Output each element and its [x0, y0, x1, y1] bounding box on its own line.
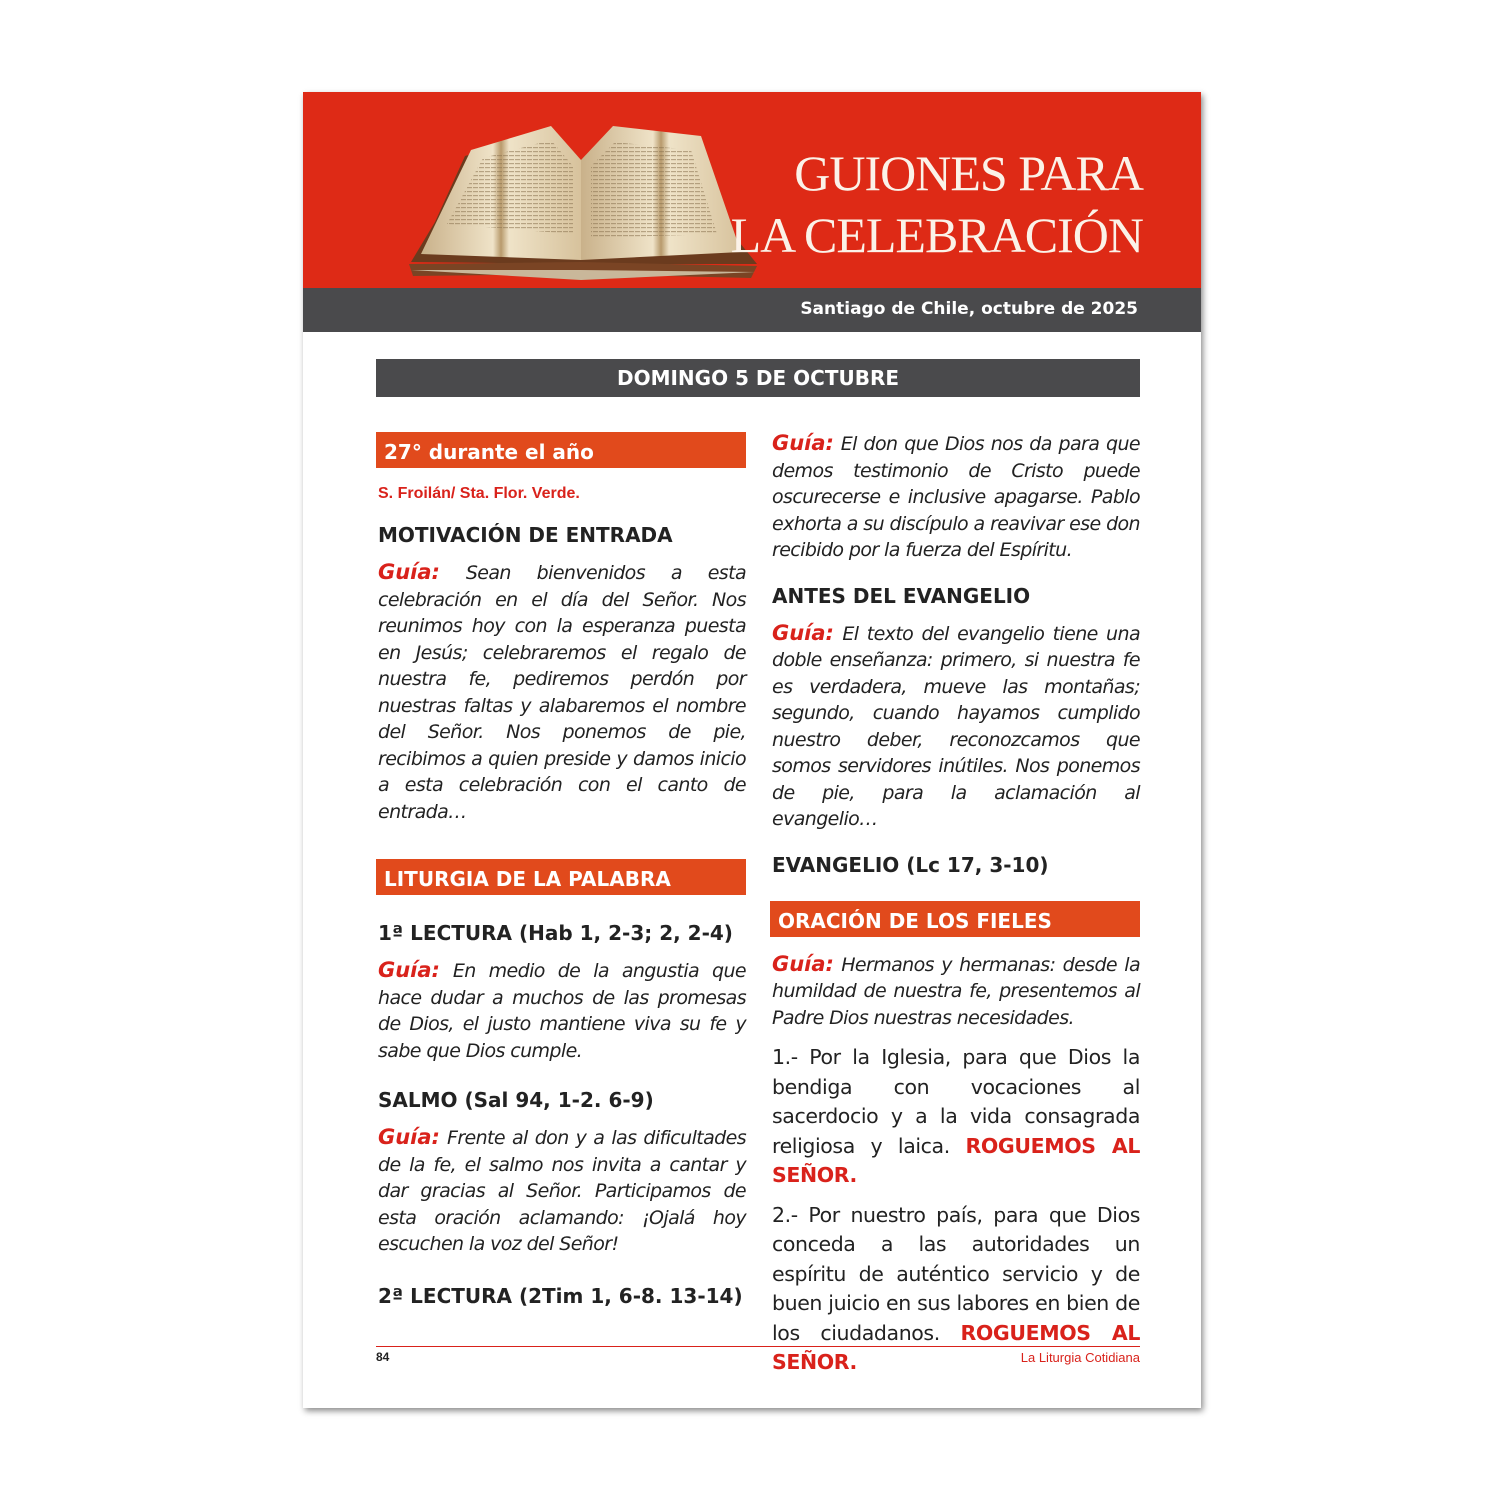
evangelio-heading: EVANGELIO (Lc 17, 3-10) — [772, 852, 1049, 877]
salmo-heading: SALMO (Sal 94, 1-2. 6-9) — [378, 1088, 654, 1112]
sunday-label: 27° durante el año — [376, 432, 746, 468]
saints-line: S. Froilán/ Sta. Flor. Verde. — [378, 485, 580, 502]
lectura1-text: En medio de la angustia que hace dudar a muchos de las promesas de Dios, el justo mantiene viva su fe y sabe que Dios cumple. — [378, 960, 746, 1062]
guia-label: Guía: — [378, 1125, 440, 1149]
lectura2-text: El don que Dios nos da para que demos testimonio de Cristo puede oscurecerse e inclusive apagarse. Pablo exhorta a su discípulo a reavivar ese don recibido por la fuerza del Espíritu. — [772, 433, 1140, 561]
day-heading: DOMINGO 5 DE OCTUBRE — [376, 359, 1140, 397]
lectura2-paragraph — [772, 430, 1140, 564]
title-line-2: LA CELEBRACIÓN — [730, 207, 1143, 263]
guia-label: Guía: — [378, 560, 440, 584]
response-text: ROGUEMOS AL SEÑOR. — [772, 1320, 1140, 1374]
antes-evangelio-text: El texto del evangelio tiene una doble enseñanza: primero, si nuestra fe es verdadera, mueve las montañas; segundo, cuando hayamos cumplido nuestro deber, reconozcamos que somos servidores inútiles. Nos ponemos de pie, para la aclamación al evangelio… — [772, 622, 1140, 830]
title-line-1: GUIONES PARA — [794, 145, 1143, 201]
oracion-bar: ORACIÓN DE LOS FIELES — [770, 901, 1140, 937]
header-banner — [303, 92, 1201, 288]
right-column — [770, 430, 1140, 1378]
open-bible-image — [401, 114, 761, 282]
footer-divider — [376, 1346, 1140, 1347]
antes-evangelio-heading: ANTES DEL EVANGELIO — [772, 583, 1031, 608]
salmo-text: Frente al don y a las dificultades de la fe, el salmo nos invita a cantar y dar gracias al Señor. Participamos de esta oración aclamando: ¡Ojalá hoy escuchen la voz del Señor! — [378, 1127, 746, 1255]
footer-publication: La Liturgia Cotidiana — [1020, 1350, 1140, 1365]
lectura1-paragraph — [378, 957, 746, 1064]
location-date-bar — [303, 288, 1201, 332]
peticion-1 — [772, 1043, 1140, 1191]
guia-label: Guía: — [772, 620, 834, 645]
motivacion-paragraph — [378, 559, 746, 825]
salmo-paragraph — [378, 1124, 746, 1258]
page-number: 84 — [376, 1350, 390, 1364]
response-text: ROGUEMOS AL SEÑOR. — [772, 1133, 1140, 1187]
lectura2-heading: 2ª LECTURA (2Tim 1, 6-8. 13-14) — [378, 1283, 743, 1308]
guia-label: Guía: — [378, 958, 440, 982]
antes-evangelio-paragraph — [772, 620, 1140, 833]
lectura1-heading: 1ª LECTURA (Hab 1, 2-3; 2, 2-4) — [378, 921, 733, 945]
liturgia-bar: LITURGIA DE LA PALABRA — [376, 859, 746, 895]
peticion-2-text: 2.- Por nuestro país, para que Dios conceda a las autoridades un espíritu de auténtico servicio y de buen juicio en sus labores en bien de los ciudadanos. — [772, 1202, 1140, 1345]
document-page — [303, 92, 1201, 1408]
guia-label: Guía: — [772, 431, 834, 455]
motivacion-text: Sean bienvenidos a esta celebración en el día del Señor. Nos reunimos hoy con la esperanza puesta en Jesús; celebraremos el regalo de nuestra fe, pediremos perdón por nuestras faltas y alabaremos el nombre del Señor. Nos ponemos de pie, recibimos a quien preside y damos inicio a esta celebración con el canto de entrada… — [378, 562, 746, 823]
publication-title — [731, 142, 1143, 266]
motivacion-heading: MOTIVACIÓN DE ENTRADA — [378, 523, 673, 547]
location-date: Santiago de Chile, octubre de 2025 — [800, 299, 1138, 319]
oracion-paragraph — [772, 951, 1140, 1032]
left-column — [376, 432, 746, 1308]
peticion-1-text: 1.- Por la Iglesia, para que Dios la bendiga con vocaciones al sacerdocio y a la vida consagrada religiosa y laica. — [772, 1045, 1140, 1158]
guia-label: Guía: — [772, 951, 834, 976]
oracion-text: Hermanos y hermanas: desde la humildad de nuestra fe, presentemos al Padre Dios nuestras necesidades. — [772, 953, 1140, 1029]
